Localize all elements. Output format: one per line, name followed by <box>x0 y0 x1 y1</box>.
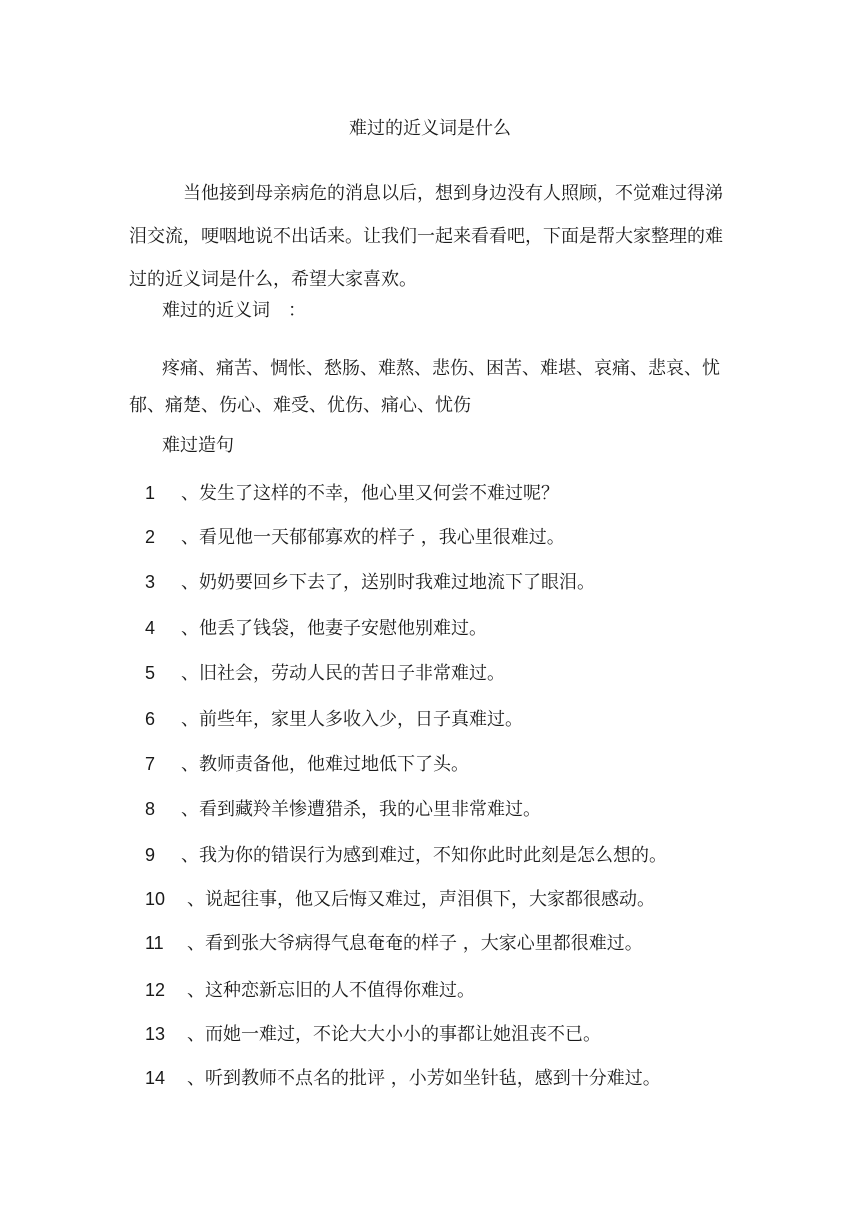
sentence-number: 9 <box>145 845 156 865</box>
sentence-number: 1 <box>145 483 156 503</box>
sentence-text: 、这种恋新忘旧的人不值得你难过。 <box>187 980 475 1001</box>
sentence-number: 12 <box>145 980 166 1000</box>
sentence-item <box>145 480 559 507</box>
sentence-item <box>145 886 655 913</box>
sentence-item <box>145 930 643 957</box>
sentence-text: 、听到教师不点名的批评 ，小芳如坐针毡，感到十分难过。 <box>187 1068 661 1089</box>
sentence-text: 、奶奶要回乡下去了，送别时我难过地流下了眼泪。 <box>181 572 595 593</box>
sentence-text: 、前些年，家里人多收入少，日子真难过。 <box>181 709 523 730</box>
intro-paragraph: 当他接到母亲病危的消息以后，想到身边没有人照顾，不觉难过得涕泪交流，哽咽地说不出话来。让我们一起来看看吧，下面是帮大家整理的难过的近义词是什么，希望大家喜欢。 <box>129 183 723 290</box>
sentence-text: 、看到张大爷病得气息奄奄的样子 ，大家心里都很难过。 <box>187 933 643 954</box>
sentence-number: 7 <box>145 754 156 774</box>
sentence-item <box>145 569 595 596</box>
sentence-item <box>145 615 487 642</box>
sentence-text: 、说起往事，他又后悔又难过，声泪俱下，大家都很感动。 <box>187 889 655 910</box>
sentence-number: 10 <box>145 889 166 909</box>
sentence-item <box>145 1065 661 1092</box>
sentence-number: 2 <box>145 527 156 547</box>
sentence-number: 11 <box>145 933 164 953</box>
sentence-text: 、而她一难过，不论大大小小的事都让她沮丧不已。 <box>187 1024 601 1045</box>
sentence-item <box>145 751 469 778</box>
sentence-text: 、看到藏羚羊惨遭猎杀，我的心里非常难过。 <box>181 799 541 820</box>
synonyms-list: 疼痛、痛苦、惆怅、愁肠、难熬、悲伤、困苦、难堪、哀痛、悲哀、忧郁、痛楚、伤心、难受、优伤、痛心、忧伤 <box>129 358 720 416</box>
sentence-text: 、发生了这样的不幸，他心里又何尝不难过呢？ <box>181 483 559 504</box>
sentence-item <box>145 706 523 733</box>
sentence-number: 6 <box>145 709 156 729</box>
sentence-text: 、看见他一天郁郁寡欢的样子 ，我心里很难过。 <box>181 527 565 548</box>
sentence-item <box>145 796 541 823</box>
sentence-number: 3 <box>145 572 156 592</box>
sentence-item <box>145 977 475 1004</box>
sentence-number: 13 <box>145 1024 166 1044</box>
sentence-number: 8 <box>145 799 156 819</box>
sentence-item <box>145 1021 601 1048</box>
document-title: 难过的近义词是什么 <box>349 118 511 139</box>
sentence-number: 14 <box>145 1068 166 1088</box>
sentence-text: 、教师责备他，他难过地低下了头。 <box>181 754 469 775</box>
sentence-item <box>145 842 667 869</box>
synonyms-heading: 难过的近义词 ： <box>162 300 306 321</box>
sentence-item <box>145 660 505 687</box>
sentence-text: 、旧社会，劳动人民的苦日子非常难过。 <box>181 663 505 684</box>
sentence-item <box>145 524 565 551</box>
sentence-number: 5 <box>145 663 156 683</box>
sentence-text: 、他丢了钱袋，他妻子安慰他别难过。 <box>181 618 487 639</box>
sentence-text: 、我为你的错误行为感到难过，不知你此时此刻是怎么想的。 <box>181 845 667 866</box>
sentence-number: 4 <box>145 618 156 638</box>
sentences-heading: 难过造句 <box>162 435 234 456</box>
